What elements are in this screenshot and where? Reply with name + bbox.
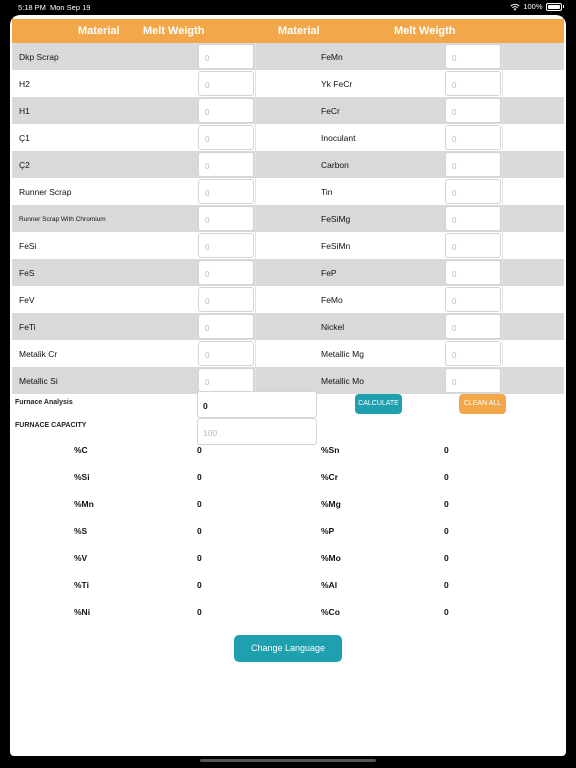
material-label-right: FeSiMg [321, 214, 351, 224]
furnace-analysis-label: Furnace Analysis [15, 399, 73, 406]
melt-weight-input-left[interactable]: 0 [198, 287, 254, 312]
column-divider [255, 97, 256, 124]
result-element-left: %Ni [74, 607, 91, 617]
column-divider [255, 205, 256, 232]
material-label-left: Ç1 [19, 133, 30, 143]
material-label-left: Dkp Scrap [19, 52, 59, 62]
table-row [12, 97, 564, 124]
header-material-right: Material [278, 25, 320, 37]
material-label-left: Ç2 [19, 160, 30, 170]
column-divider [502, 232, 503, 259]
home-indicator [200, 759, 376, 762]
result-value-right: 0 [444, 580, 449, 590]
battery-tip [563, 5, 565, 8]
melt-weight-input-right[interactable]: 0 [445, 206, 501, 231]
melt-weight-input-left[interactable]: 0 [198, 179, 254, 204]
furnace-capacity-label: FURNACE CAPACITY [15, 422, 87, 429]
result-element-left: %Mn [74, 499, 94, 509]
melt-weight-input-left[interactable]: 0 [198, 260, 254, 285]
melt-weight-input-left[interactable]: 0 [198, 233, 254, 258]
result-element-right: %Al [321, 580, 338, 590]
result-value-left: 0 [197, 580, 202, 590]
table-row [12, 124, 564, 151]
material-label-left: Runner Scrap With Chromium [19, 216, 106, 223]
column-divider [255, 259, 256, 286]
result-value-right: 0 [444, 607, 449, 617]
column-divider [255, 313, 256, 340]
column-divider [255, 43, 256, 70]
melt-weight-input-left[interactable]: 0 [198, 98, 254, 123]
result-element-right: %Cr [321, 472, 339, 482]
melt-weight-input-right[interactable]: 0 [445, 287, 501, 312]
melt-weight-input-right[interactable]: 0 [445, 368, 501, 393]
column-divider [255, 124, 256, 151]
column-divider [502, 286, 503, 313]
table-row [12, 205, 564, 232]
header-melt-right: Melt Weigth [394, 25, 456, 37]
calculate-button[interactable]: CALCULATE [355, 394, 402, 414]
furnace-capacity-placeholder: 100 [203, 428, 218, 438]
table-row [12, 340, 564, 367]
result-element-left: %C [74, 445, 88, 455]
result-element-right: %Sn [321, 445, 340, 455]
material-label-right: FeSiMn [321, 241, 351, 251]
material-label-right: FeCr [321, 106, 340, 116]
melt-weight-input-right[interactable]: 0 [445, 125, 501, 150]
column-divider [255, 232, 256, 259]
furnace-analysis-value: 0 [203, 401, 208, 411]
melt-weight-input-right[interactable]: 0 [445, 152, 501, 177]
status-bar [0, 0, 576, 14]
column-divider [502, 340, 503, 367]
material-label-right: FeP [321, 268, 337, 278]
melt-weight-input-right[interactable]: 0 [445, 233, 501, 258]
furnace-capacity-input[interactable] [197, 418, 317, 445]
result-element-left: %Ti [74, 580, 89, 590]
table-row [12, 313, 564, 340]
wifi-icon [510, 3, 520, 11]
result-element-left: %Si [74, 472, 90, 482]
result-element-right: %Co [321, 607, 340, 617]
material-label-right: FeMo [321, 295, 343, 305]
status-time: 5:18 PM [18, 3, 46, 12]
material-label-left: Metallic Si [19, 376, 58, 386]
table-row [12, 151, 564, 178]
column-divider [255, 70, 256, 97]
material-label-left: H2 [19, 79, 30, 89]
column-divider [502, 178, 503, 205]
app-sheet [10, 15, 566, 756]
material-label-left: FeSi [19, 241, 37, 251]
melt-weight-input-right[interactable]: 0 [445, 260, 501, 285]
change-language-button[interactable]: Change Language [234, 635, 342, 662]
material-label-right: FeMn [321, 52, 343, 62]
column-divider [502, 151, 503, 178]
result-value-right: 0 [444, 526, 449, 536]
column-divider [255, 340, 256, 367]
battery-percent: 100% [523, 2, 543, 11]
column-divider [255, 151, 256, 178]
table-row [12, 70, 564, 97]
table-header [12, 19, 564, 43]
melt-weight-input-left[interactable]: 0 [198, 206, 254, 231]
melt-weight-input-right[interactable]: 0 [445, 314, 501, 339]
table-row [12, 286, 564, 313]
material-label-left: Runner Scrap [19, 187, 72, 197]
material-label-right: Metallic Mg [321, 349, 364, 359]
melt-weight-input-left[interactable]: 0 [198, 125, 254, 150]
melt-weight-input-right[interactable]: 0 [445, 44, 501, 69]
table-row [12, 259, 564, 286]
column-divider [502, 259, 503, 286]
melt-weight-input-left[interactable]: 0 [198, 152, 254, 177]
result-value-right: 0 [444, 499, 449, 509]
material-label-right: Tin [321, 187, 333, 197]
melt-weight-input-left[interactable]: 0 [198, 71, 254, 96]
melt-weight-input-right[interactable]: 0 [445, 179, 501, 204]
material-label-left: FeS [19, 268, 35, 278]
table-row [12, 43, 564, 70]
material-label-right: Nickel [321, 322, 345, 332]
result-element-right: %Mg [321, 499, 341, 509]
material-label-right: Carbon [321, 160, 349, 170]
column-divider [502, 70, 503, 97]
column-divider [502, 367, 503, 394]
furnace-analysis-input[interactable] [197, 391, 317, 418]
melt-weight-input-left[interactable]: 0 [198, 341, 254, 366]
material-label-right: Metallic Mo [321, 376, 364, 386]
material-label-left: FeV [19, 295, 35, 305]
result-element-right: %P [321, 526, 335, 536]
result-value-right: 0 [444, 553, 449, 563]
table-row [12, 367, 564, 394]
column-divider [255, 286, 256, 313]
result-value-right: 0 [444, 445, 449, 455]
material-label-left: Metalik Cr [19, 349, 58, 359]
column-divider [502, 313, 503, 340]
material-label-right: Yk FeCr [321, 79, 353, 89]
column-divider [255, 178, 256, 205]
melt-weight-input-right[interactable]: 0 [445, 98, 501, 123]
melt-weight-input-right[interactable]: 0 [445, 341, 501, 366]
result-element-left: %V [74, 553, 88, 563]
result-value-left: 0 [197, 526, 202, 536]
material-label-left: H1 [19, 106, 30, 116]
melt-weight-input-right[interactable]: 0 [445, 71, 501, 96]
column-divider [502, 43, 503, 70]
melt-weight-input-left[interactable]: 0 [198, 44, 254, 69]
status-indicators [510, 2, 564, 11]
column-divider [255, 367, 256, 394]
column-divider [502, 124, 503, 151]
battery-icon [546, 3, 562, 11]
column-divider [502, 205, 503, 232]
result-value-left: 0 [197, 553, 202, 563]
table-row [12, 178, 564, 205]
result-value-left: 0 [197, 472, 202, 482]
material-label-right: Inoculant [321, 133, 356, 143]
melt-weight-input-left[interactable]: 0 [198, 368, 254, 393]
status-date: Mon Sep 19 [50, 3, 91, 12]
material-label-left: FeTi [19, 322, 36, 332]
melt-weight-input-left[interactable]: 0 [198, 314, 254, 339]
column-divider [502, 97, 503, 124]
result-element-right: %Mo [321, 553, 341, 563]
table-row [12, 232, 564, 259]
result-element-left: %S [74, 526, 88, 536]
result-value-left: 0 [197, 607, 202, 617]
header-melt-left: Melt Weigth [143, 25, 205, 37]
clear-all-button[interactable]: CLEAN ALL [459, 394, 506, 414]
header-material-left: Material [78, 25, 120, 37]
result-value-left: 0 [197, 445, 202, 455]
result-value-right: 0 [444, 472, 449, 482]
result-value-left: 0 [197, 499, 202, 509]
